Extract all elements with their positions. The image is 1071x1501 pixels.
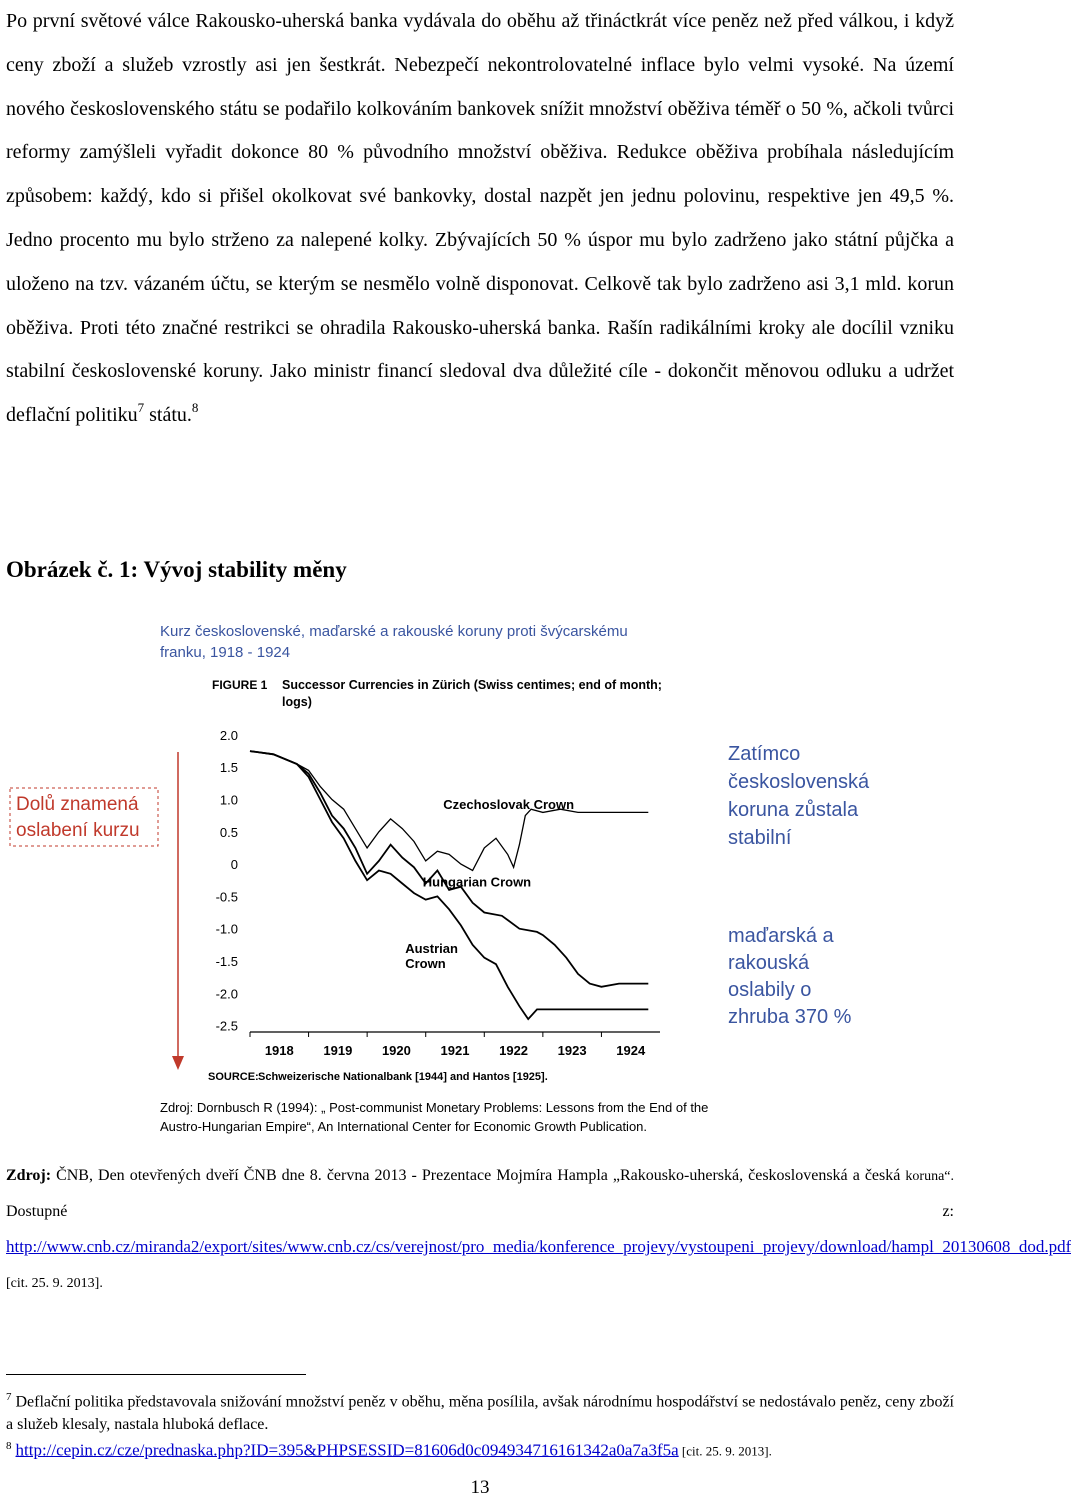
series-label: Crown: [405, 956, 446, 972]
series-label: Austrian: [405, 941, 458, 957]
x-tick-label: 1920: [381, 1043, 411, 1058]
figure-image: [0, 612, 960, 1142]
footnote-number: 7: [6, 1391, 12, 1403]
y-tick-label: 1.5: [219, 760, 238, 776]
x-tick-label: 1919: [323, 1043, 353, 1058]
figure-header-line1: Kurz československé, maďarské a rakouské koruny proti švýcarskému: [160, 623, 628, 640]
right-note-stable-line: československá: [728, 771, 870, 793]
x-tick-label: 1921: [440, 1043, 470, 1058]
source-link[interactable]: http://www.cnb.cz/miranda2/export/sites/www.cnb.cz/cs/verejnost/pro_media/konference_projevy/vystoupeni_projevy/download/hampl_20130608_dod.pdf: [6, 1237, 1071, 1256]
y-tick-label: 1.0: [219, 792, 238, 808]
series-label: Czechoslovak Crown: [443, 797, 575, 813]
figure-title-line1: Successor Currencies in Zürich (Swiss centimes; end of month;: [282, 678, 662, 692]
footnote-ref-7[interactable]: 7: [137, 399, 145, 415]
page-number: 13: [470, 1477, 490, 1498]
figure-header-line2: franku, 1918 - 1924: [160, 644, 291, 661]
y-tick-label: 0.5: [219, 824, 238, 840]
zdroj-line2: Austro-Hungarian Empire“, An International Center for Economic Growth Publication.: [160, 1119, 648, 1134]
right-note-stable-line: koruna zůstala: [728, 799, 859, 821]
figure-caption: Obrázek č. 1: Vývoj stability měny: [6, 557, 347, 582]
y-tick-label: -2.5: [215, 1018, 238, 1034]
right-note-stable-line: stabilní: [728, 827, 792, 849]
zdroj-line1: Zdroj: Dornbusch R (1994): „ Post-communist Monetary Problems: Lessons from the End of the: [160, 1100, 709, 1115]
body-text-end: státu.: [144, 404, 192, 427]
x-tick-label: 1924: [616, 1043, 646, 1058]
figure-source-text: Schweizerische Nationalbank [1944] and Hantos [1925].: [258, 1071, 548, 1083]
chart-plot: [216, 728, 660, 1058]
x-tick-label: 1918: [264, 1043, 294, 1058]
footnote-link[interactable]: http://cepin.cz/cze/prednaska.php?ID=395&PHPSESSID=81606d0c094934716161342a0a7a3f5a: [15, 1440, 679, 1460]
source-available: Dostupné z:: [6, 1203, 954, 1220]
right-annotations: [728, 743, 870, 1028]
y-tick-label: -2.0: [215, 986, 238, 1002]
source-citation: [6, 1158, 1071, 1301]
y-tick-label: -1.5: [215, 953, 238, 969]
source-label: Zdroj:: [6, 1167, 52, 1184]
footnote-8: [6, 1435, 954, 1462]
footnote-cit: [cit. 25. 9. 2013].: [678, 1443, 772, 1459]
figure-label: FIGURE 1: [212, 678, 268, 692]
body-paragraph: [6, 0, 954, 438]
x-tick-label: 1923: [557, 1043, 587, 1058]
down-arrow-icon: [172, 1056, 184, 1070]
right-note-stable-line: Zatímco: [728, 743, 801, 765]
footnote-7: [6, 1386, 954, 1436]
y-tick-label: -0.5: [215, 889, 238, 905]
left-note-line1: Dolů znamená: [16, 794, 139, 815]
footnote-separator: [6, 1374, 306, 1375]
right-note-weak-line: zhruba 370 %: [728, 1006, 852, 1028]
footnote-ref-8[interactable]: 8: [191, 399, 199, 415]
right-note-weak-line: rakouská: [728, 952, 810, 974]
y-tick-label: 0: [230, 857, 238, 873]
body-text: Po první světové válce Rakousko-uherská banka vydávala do oběhu až třináctkrát více peněz než před válkou, i když ceny zboží a služeb vzrostly asi jen šestkrát. Nebezpečí nekontrolovatelné inflace bylo velmi vysoké. Na území nového československého státu se podařilo kolkováním bankovek snížit množství oběživa téměř o 50 %, ačkoli tvůrci reformy zamýšleli vyřadit dokonce 80 % původního množství oběživa. Redukce oběživa probíhala následujícím způsobem: každý, kdo si přišel okolkovat své bankovky, dostal nazpět jen jednu polovinu, respektive jen 49,5 %. Jedno procento mu bylo strženo za nalepené kolky. Zbývajících 50 % úspor mu bylo zadrženo jako státní půjčka a uloženo na tzv. vázaném účtu, se kterým se nesmělo volně disponovat. Celkově tak bylo zadrženo asi 3,1 mld. korun oběživa. Proti této značné restrikci se ohradila Rakousko-uherská banka. Rašín radikálními kroky ale docílil vzniku stabilní československé koruny. Jako ministr financí sledoval dva důležité cíle - dokončit měnovou odluku a udržet deflační politiku: [6, 10, 954, 427]
right-note-weak-line: maďarská a: [728, 925, 834, 947]
figure-title-line2: logs): [282, 695, 312, 709]
figure-source-label: SOURCE:: [208, 1071, 259, 1083]
source-text: ČNB, Den otevřených dveří ČNB dne 8. června 2013 - Prezentace Mojmíra Hampla „Rakousko-uherská, československá a česká: [51, 1167, 906, 1184]
y-tick-label: 2.0: [219, 727, 238, 743]
footnote-number: 8: [6, 1440, 12, 1452]
source-cit: [cit. 25. 9. 2013].: [6, 1276, 103, 1291]
series-label: Hungarian Crown: [422, 874, 532, 890]
footnote-text: Deflační politika představovala snižování množství peněz v oběhu, měna posílila, avšak národnímu hospodářství se nedostávalo peněz, ceny zboží a služeb klesaly, nastala hluboká deflace.: [6, 1393, 954, 1434]
x-tick-label: 1922: [499, 1043, 529, 1058]
source-text-small: koruna“.: [905, 1169, 954, 1184]
right-note-weak-line: oslabily o: [728, 979, 812, 1001]
left-note-line2: oslabení kurzu: [16, 820, 140, 841]
y-tick-label: -1.0: [215, 921, 238, 937]
